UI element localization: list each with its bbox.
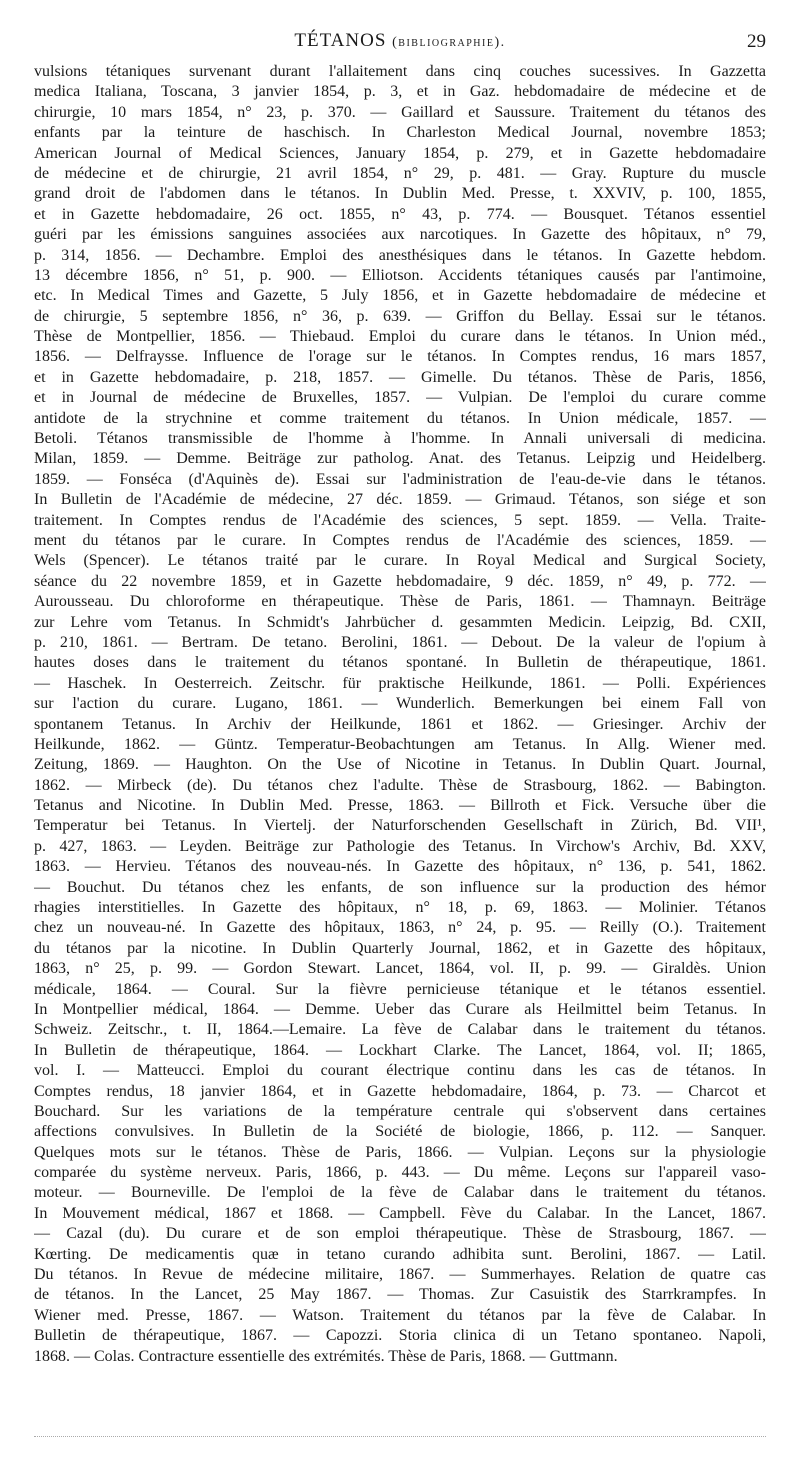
text-line: Bulletin de thérapeutique, 1867. — Capozzi. Storia clinica di un Tetano spontaneo. Napoli, [34, 1327, 766, 1345]
text-line: In Bulletin de l'Académie de médecine, 27 déc. 1859. — Grimaud. Tétanos, son siége et son [34, 491, 766, 509]
text-line: p. 314, 1856. — Dechambre. Emploi des anesthésiques dans le tétanos. In Gazette hebdom. [34, 246, 766, 264]
text-line: Wels (Spencer). Le tétanos traité par le curare. In Royal Medical and Surgical Society, [34, 552, 766, 570]
document-page [34, 24, 766, 1367]
text-line: traitement. In Comptes rendus de l'Académie des sciences, 5 sept. 1859. — Vella. Traite- [34, 511, 766, 529]
text-line: p. 427, 1863. — Leyden. Beiträge zur Pathologie des Tetanus. In Virchow's Archiv, Bd. XXV, [34, 837, 766, 855]
text-line: 1863. — Hervieu. Tétanos des nouveau-nés. In Gazette des hôpitaux, n° 136, p. 541, 1862. [34, 858, 766, 876]
text-line: antidote de la strychnine et comme traitement du tétanos. In Union médicale, 1857. — [34, 409, 766, 427]
text-line: moteur. — Bourneville. De l'emploi de la fève de Calabar dans le traitement du tétanos. [34, 1184, 766, 1202]
text-line: — Haschek. In Oesterreich. Zeitschr. für praktische Heilkunde, 1861. — Polli. Expériences [34, 674, 766, 692]
text-line: guéri par les émissions sanguines associées aux narcotiques. In Gazette des hôpitaux, n° 79, [34, 226, 766, 244]
text-line: de médecine et de chirurgie, 21 avril 1854, n° 29, p. 481. — Gray. Rupture du muscle [34, 164, 766, 182]
text-line: 13 décembre 1856, n° 51, p. 900. — Elliotson. Accidents tétaniques causés par l'antimoine, [34, 266, 766, 284]
text-line: Zeitung, 1869. — Haughton. On the Use of Nicotine in Tetanus. In Dublin Quart. Journal, [34, 756, 766, 774]
text-line: Tetanus and Nicotine. In Dublin Med. Presse, 1863. — Billroth et Fick. Versuche über die [34, 797, 766, 815]
text-line: medica Italiana, Toscana, 3 janvier 1854, p. 3, et in Gaz. hebdomadaire de médecine et de [34, 83, 766, 101]
running-title-subtitle: (bibliographie). [392, 35, 506, 50]
text-line: Betoli. Tétanos transmissible de l'homme à l'homme. In Annali universali di medicina. [34, 430, 766, 448]
text-line: Quelques mots sur le tétanos. Thèse de Paris, 1866. — Vulpian. Leçons sur la physiologie [34, 1143, 766, 1161]
text-line: spontanem Tetanus. In Archiv der Heilkunde, 1861 et 1862. — Griesinger. Archiv der [34, 715, 766, 733]
running-title-main: TÉTANOS [294, 30, 387, 51]
text-line: grand droit de l'abdomen dans le tétanos. In Dublin Med. Presse, t. XXVIV, p. 100, 1855, [34, 185, 766, 203]
text-line: sur l'action du curare. Lugano, 1861. — Wunderlich. Bemerkungen bei einem Fall von [34, 695, 766, 713]
text-line: ment du tétanos par le curare. In Comptes rendus de l'Académie des sciences, 1859. — [34, 531, 766, 549]
text-line: 1868. — Colas. Contracture essentielle des extrémités. Thèse de Paris, 1868. — Guttmann. [34, 1347, 618, 1365]
footer-divider [34, 1436, 766, 1439]
text-line: de chirurgie, 5 septembre 1856, n° 36, p. 639. — Griffon du Bellay. Essai sur le tétanos. [34, 307, 766, 325]
text-line: — Bouchut. Du tétanos chez les enfants, de son influence sur la production des hémor [34, 878, 766, 896]
text-line: In Montpellier médical, 1864. — Demme. Ueber das Curare als Heilmittel beim Tetanus. In [34, 1000, 766, 1018]
bibliography-text [34, 62, 766, 1367]
page-number: 29 [747, 31, 766, 52]
text-line: vulsions tétaniques survenant durant l'allaitement dans cinq couches sucessives. In Gazzetta [34, 63, 766, 80]
running-title [34, 30, 766, 52]
text-line: du tétanos par la nicotine. In Dublin Quarterly Journal, 1862, et in Gazette des hôpitaux, [34, 939, 766, 957]
text-line: de tétanos. In the Lancet, 25 May 1867. — Thomas. Zur Casuistik des Starrkrampfes. In [34, 1286, 766, 1304]
text-line: American Journal of Medical Sciences, January 1854, p. 279, et in Gazette hebdomadaire [34, 144, 766, 162]
text-line: — Cazal (du). Du curare et de son emploi thérapeutique. Thèse de Strasbourg, 1867. — [34, 1225, 766, 1243]
text-line: comparée du système nerveux. Paris, 1866, p. 443. — Du même. Leçons sur l'appareil vaso- [34, 1164, 766, 1182]
text-line: In Bulletin de thérapeutique, 1864. — Lockhart Clarke. The Lancet, 1864, vol. II; 1865, [34, 1041, 766, 1059]
text-line: chez un nouveau-né. In Gazette des hôpitaux, 1863, n° 24, p. 95. — Reilly (O.). Traitement [34, 919, 766, 937]
text-line: et in Journal de médecine de Bruxelles, 1857. — Vulpian. De l'emploi du curare comme [34, 389, 766, 407]
text-line: Bouchard. Sur les variations de la température centrale qui s'observent dans certaines [34, 1102, 766, 1120]
text-line: Wiener med. Presse, 1867. — Watson. Traitement du tétanos par la fève de Calabar. In [34, 1306, 766, 1324]
text-line: et in Gazette hebdomadaire, p. 218, 1857. — Gimelle. Du tétanos. Thèse de Paris, 1856, [34, 368, 766, 386]
text-line: Thèse de Montpellier, 1856. — Thiebaud. Emploi du curare dans le tétanos. In Union méd., [34, 328, 766, 346]
text-line: Aurousseau. Du chloroforme en thérapeutique. Thèse de Paris, 1861. — Thamnayn. Beiträge [34, 593, 766, 611]
text-line: affections convulsives. In Bulletin de la Société de biologie, 1866, p. 112. — Sanquer. [34, 1123, 766, 1141]
text-line: Heilkunde, 1862. — Güntz. Temperatur-Beobachtungen am Tetanus. In Allg. Wiener med. [34, 735, 766, 753]
text-line: Schweiz. Zeitschr., t. II, 1864.—Lemaire. La fève de Calabar dans le traitement du tétanos. [34, 1021, 766, 1039]
text-line: In Mouvement médical, 1867 et 1868. — Campbell. Fève du Calabar. In the Lancet, 1867. [34, 1204, 766, 1222]
text-line: vol. I. — Matteucci. Emploi du courant électrique continu dans les cas de tétanos. In [34, 1062, 766, 1080]
text-line: 1856. — Delfraysse. Influence de l'orage sur le tétanos. In Comptes rendus, 16 mars 1857, [34, 348, 766, 366]
page-header [34, 24, 766, 58]
text-line: enfants par la teinture de haschisch. In Charleston Medical Journal, novembre 1853; [34, 124, 766, 142]
text-line: séance du 22 novembre 1859, et in Gazette hebdomadaire, 9 déc. 1859, n° 49, p. 772. — [34, 572, 766, 590]
text-line: 1863, n° 25, p. 99. — Gordon Stewart. Lancet, 1864, vol. II, p. 99. — Giraldès. Union [34, 960, 766, 978]
text-line: etc. In Medical Times and Gazette, 5 July 1856, et in Gazette hebdomadaire de médecine et [34, 287, 766, 305]
text-line: Milan, 1859. — Demme. Beiträge zur patholog. Anat. des Tetanus. Leipzig und Heidelberg. [34, 450, 766, 468]
text-line: p. 210, 1861. — Bertram. De tetano. Berolini, 1861. — Debout. De la valeur de l'opium à [34, 633, 766, 651]
text-line: rhagies interstitielles. In Gazette des hôpitaux, n° 18, p. 69, 1863. — Molinier. Tétanos [34, 899, 766, 917]
text-line: zur Lehre vom Tetanus. In Schmidt's Jahrbücher d. gesammten Medicin. Leipzig, Bd. CXII, [34, 613, 766, 631]
text-line: 1862. — Mirbeck (de). Du tétanos chez l'adulte. Thèse de Strasbourg, 1862. — Babington. [34, 776, 766, 794]
text-line: hautes doses dans le traitement du tétanos spontané. In Bulletin de thérapeutique, 1861. [34, 654, 766, 672]
text-line: Du tétanos. In Revue de médecine militaire, 1867. — Summerhayes. Relation de quatre cas [34, 1266, 766, 1284]
text-line: et in Gazette hebdomadaire, 26 oct. 1855, n° 43, p. 774. — Bousquet. Tétanos essentiel [34, 205, 766, 223]
text-line: Kœrting. De medicamentis quæ in tetano curando adhibita sunt. Berolini, 1867. — Latil. [34, 1245, 766, 1263]
text-line: Comptes rendus, 18 janvier 1864, et in Gazette hebdomadaire, 1864, p. 73. — Charcot et [34, 1082, 766, 1100]
text-line: 1859. — Fonséca (d'Aquinès de). Essai sur l'administration de l'eau-de-vie dans le tétanos. [34, 470, 766, 488]
text-line: médicale, 1864. — Coural. Sur la fièvre pernicieuse tétanique et le tétanos essentiel. [34, 980, 766, 998]
text-line: Temperatur bei Tetanus. In Viertelj. der Naturforschenden Gesellschaft in Zürich, Bd. VII¹, [34, 817, 766, 835]
text-line: chirurgie, 10 mars 1854, n° 23, p. 370. — Gaillard et Saussure. Traitement du tétanos des [34, 103, 766, 121]
